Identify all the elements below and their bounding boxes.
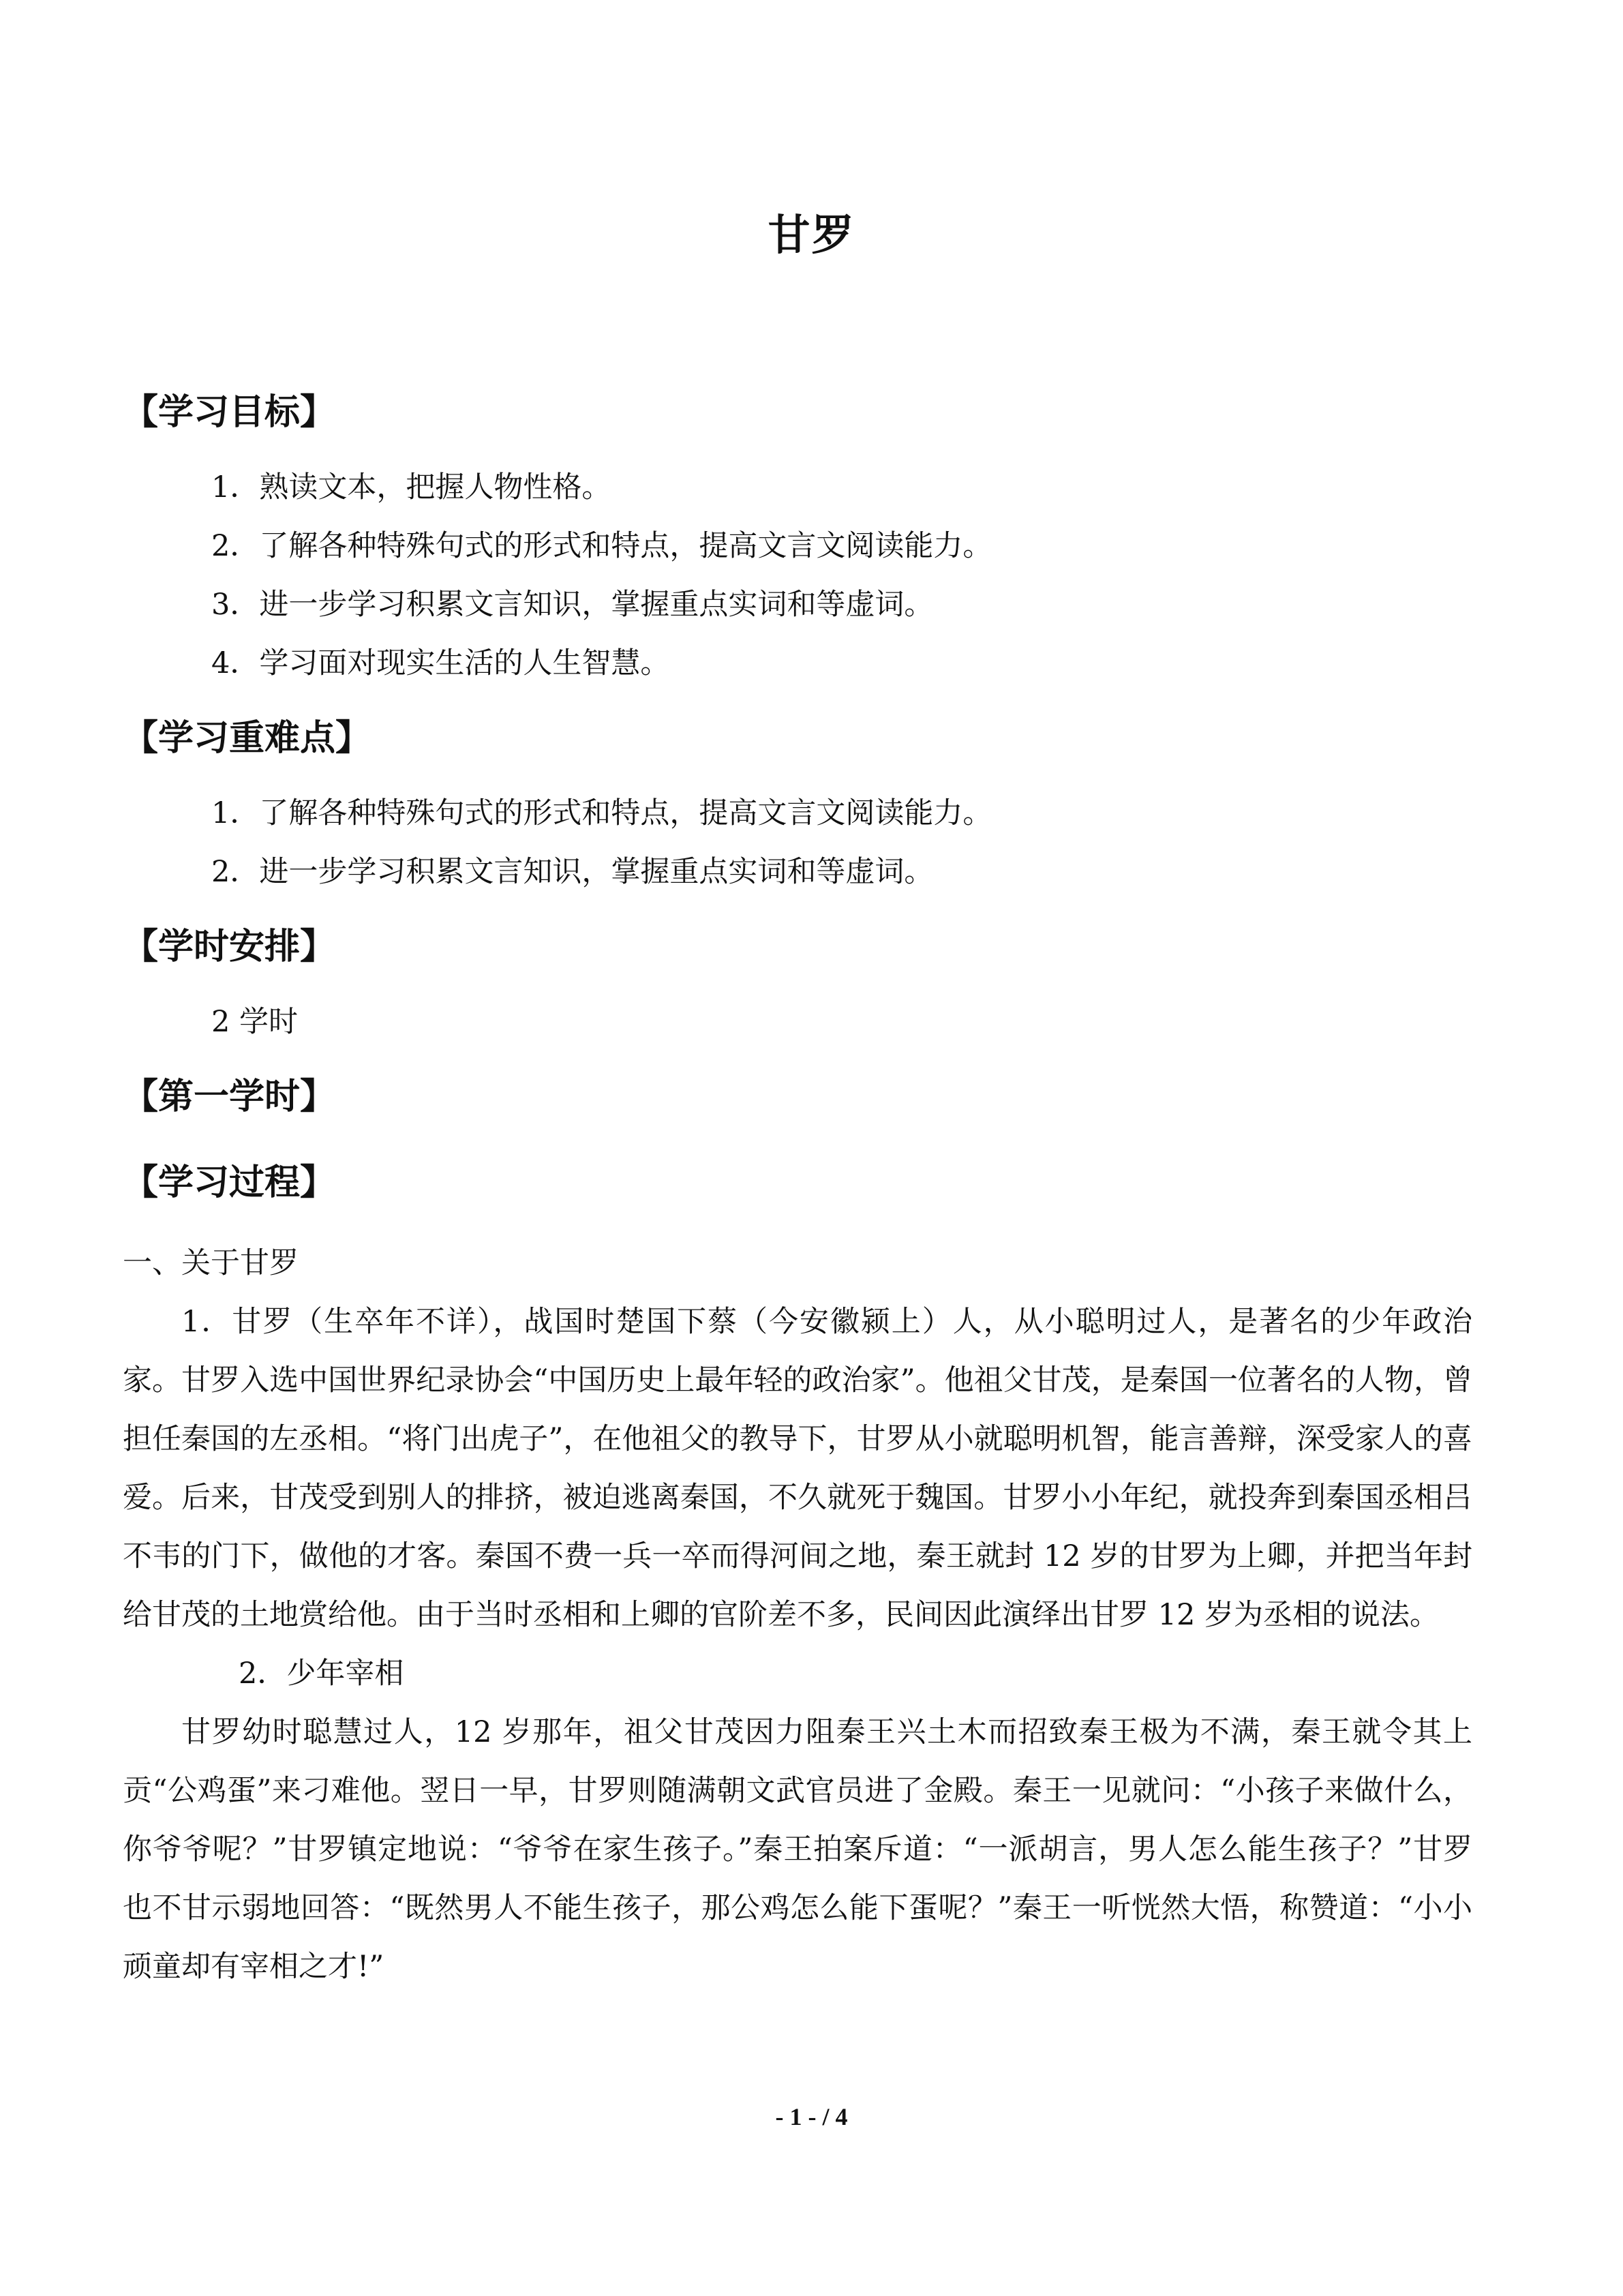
key-points-list xyxy=(123,776,1472,909)
paragraph-story: 甘罗幼时聪慧过人，12 岁那年，祖父甘茂因力阻秦王兴土木而招致秦王极为不满，秦王就令其上贡“公鸡蛋”来刁难他。翌日一早，甘罗则随满朝文武官员进了金殿。秦王一见就问：“小孩子来做什么，你爷爷呢？”甘罗镇定地说：“爷爷在家生孩子。”秦王拍案斥道：“一派胡言，男人怎么能生孩子？”甘罗也不甘示弱地回答：“既然男人不能生孩子，那公鸡怎么能下蛋呢？”秦王一听恍然大悟，称赞道：“小小顽童却有宰相之才!” xyxy=(123,1715,1472,1984)
list-item: 2．进一步学习积累文言知识，掌握重点实词和等虚词。 xyxy=(211,855,934,889)
page-title: 甘罗 xyxy=(768,210,855,260)
section-heading-schedule: 【学时安排】 xyxy=(123,926,336,967)
list-item: 2．了解各种特殊句式的形式和特点，提高文言文阅读能力。 xyxy=(211,529,992,563)
section-heading-first-period: 【第一学时】 xyxy=(123,1076,336,1117)
list-item: 4．学习面对现实生活的人生智慧。 xyxy=(211,646,670,680)
document-body xyxy=(123,375,1472,1996)
section-heading-key-points: 【学习重难点】 xyxy=(123,718,371,759)
subheading-young-chancellor: 2．少年宰相 xyxy=(239,1657,404,1691)
objectives-list xyxy=(123,450,1472,701)
paragraph-biography: 1．甘罗（生卒年不详），战国时楚国下蔡（今安徽颍上）人，从小聪明过人，是著名的少年政治家。甘罗入选中国世界纪录协会“中国历史上最年轻的政治家”。他祖父甘茂，是秦国一位著名的人物，曾担任秦国的左丞相。“将门出虎子”，在他祖父的教导下，甘罗从小就聪明机智，能言善辩，深受家人的喜爱。后来，甘茂受到别人的排挤，被迫逃离秦国，不久就死于魏国。甘罗小小年纪，就投奔到秦国丞相吕不韦的门下，做他的才客。秦国不费一兵一卒而得河间之地，秦王就封 12 岁的甘罗为上卿，并把当年封给甘茂的土地赏给他。由于当时丞相和上卿的官阶差不多，民间因此演绎出甘罗 12 岁为丞相的说法。 xyxy=(123,1305,1472,1632)
page-number: - 1 - / 4 xyxy=(775,2103,848,2130)
section-heading-objectives: 【学习目标】 xyxy=(123,392,336,433)
list-item: 3．进一步学习积累文言知识，掌握重点实词和等虚词。 xyxy=(211,588,934,622)
schedule-block xyxy=(123,984,1472,1059)
list-item: 1．熟读文本，把握人物性格。 xyxy=(211,470,611,504)
section-heading-process: 【学习过程】 xyxy=(123,1162,336,1203)
schedule-text: 2 学时 xyxy=(211,1005,299,1039)
list-item: 1．了解各种特殊句式的形式和特点，提高文言文阅读能力。 xyxy=(211,796,992,830)
part-title-about-ganluo: 一、关于甘罗 xyxy=(123,1246,299,1280)
